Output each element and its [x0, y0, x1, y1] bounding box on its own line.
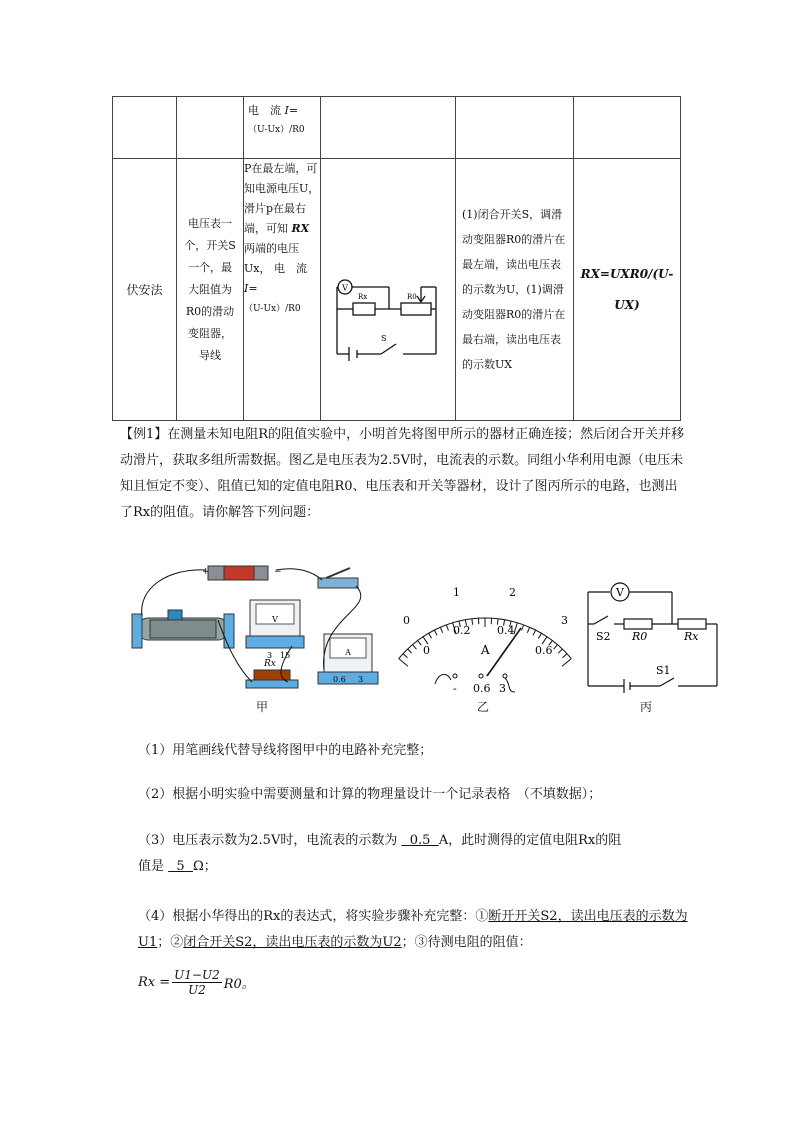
- steps-text: (1)闭合开关S，调滑动变阻器R0的滑片在最左端，读出电压表的示数为U，(1)调滑动变阻器R0的滑片在最右端，读出电压表的示数UX: [462, 208, 566, 371]
- table-row: [113, 97, 681, 159]
- figure-yi: [395, 580, 575, 700]
- dial-tick: [554, 645, 558, 650]
- dial-tick: [558, 649, 562, 653]
- current-var: I=: [284, 104, 299, 117]
- dial-tick: [413, 645, 417, 650]
- svg-text:−: −: [274, 567, 282, 577]
- dial-tick: [533, 630, 536, 635]
- meter-bottom-0: 0: [423, 644, 430, 657]
- r0-label: R0: [407, 293, 417, 301]
- answer-step-1: 断开开关S2，读出电压表的示数为U1: [138, 909, 688, 950]
- table-cell: [177, 97, 244, 159]
- dial-tick: [538, 633, 541, 638]
- ammeter-term-3: 3: [358, 675, 364, 684]
- dial-tick: [563, 654, 567, 658]
- example-label: 【例1】: [120, 427, 168, 442]
- meter-top-1: 1: [453, 586, 460, 599]
- bing-rx-label: Rx: [684, 630, 699, 643]
- answer-step-2: 闭合开关S2，读出电压表的示数为U2: [183, 935, 402, 950]
- equipment-text: 电压表一个，开关S一个，最大阻值为R0的滑动变阻器，导线: [184, 216, 236, 362]
- dial-tick: [429, 633, 432, 638]
- question-4: [138, 904, 688, 956]
- method-table: [112, 96, 681, 421]
- meter-unit: A: [481, 643, 490, 657]
- dial-tick: [403, 654, 407, 658]
- principle-formula: （U-Ux）/R0: [244, 304, 301, 314]
- principle-text: P在最左端，可知电源电压U，滑片p在最右端，可知: [244, 162, 320, 235]
- meter-top-0: 0: [403, 614, 410, 627]
- meter-bottom-04: 0.4: [497, 624, 515, 637]
- question-3-text: （3）电压表示数为2.5V时，电流表的示数为: [138, 833, 398, 848]
- answer-resistance: [168, 859, 193, 874]
- r0-resistor-shape: [401, 303, 431, 315]
- svg-text:Rx: Rx: [264, 659, 276, 669]
- dial-tick: [562, 659, 571, 667]
- voltmeter-term-15: 15: [280, 651, 291, 660]
- voltmeter-term-3: 3: [267, 651, 273, 660]
- dial-tick: [408, 649, 412, 653]
- figure-bing: [580, 578, 725, 693]
- question-3-text-2: A，此时测得的定值电阻Rx的阻: [438, 833, 622, 848]
- bing-s1-label: S1: [656, 664, 671, 677]
- formula-tail: R0。: [223, 976, 255, 992]
- bing-voltmeter-label: V: [616, 586, 624, 599]
- dial-tick: [440, 627, 442, 633]
- question-3-text-3: 值是: [138, 859, 165, 874]
- svg-text:A: A: [345, 648, 351, 657]
- dial-tick: [434, 630, 437, 635]
- dial-tick: [527, 627, 529, 633]
- table-cell: [321, 97, 456, 159]
- circuit-cell: [321, 159, 456, 421]
- table-cell: [244, 97, 321, 159]
- answer-current: [401, 833, 438, 848]
- figure-yi-caption: 乙: [477, 700, 490, 714]
- figure-bing-caption: 丙: [640, 700, 653, 714]
- meter-bottom-02: 0.2: [453, 624, 471, 637]
- figure-jia: [128, 558, 388, 708]
- question-4-text-2: ；②: [157, 935, 184, 950]
- bing-s2-label: S2: [596, 630, 611, 643]
- question-4-text-3: ；③待测电阻的阻值：: [401, 935, 532, 950]
- voltmeter-label: V: [342, 283, 348, 293]
- principle-text-3: 电 流: [273, 262, 307, 275]
- steps-cell: [456, 159, 574, 421]
- example-text: 在测量未知电阻R的阻值实验中，小明首先将图甲所示的器材正确连接；然后闭合开关并移动滑片，获取多组所需数据。图乙是电压表为2.5V时，电流表的示数。同组小华利用电源（电压未知且恒定不变）、阻值已知的定值电阻R0、电压表和开关等器材，设计了图丙所示的电路，也测出了Rx的阻值。请你解答下列问题：: [120, 427, 685, 520]
- bing-r0-label: R0: [632, 630, 648, 643]
- dial-tick: [418, 641, 422, 646]
- answer-current-value: 0.5: [409, 833, 431, 848]
- rx-label: Rx: [358, 293, 368, 301]
- dial-tick: [522, 625, 524, 631]
- equipment-cell: [177, 159, 244, 421]
- dial-tick: [399, 659, 408, 667]
- meter-term-06: 0.6: [473, 682, 491, 695]
- dial-tick: [472, 619, 473, 625]
- dial-tick: [446, 625, 448, 631]
- ammeter-term-06: 0.6: [333, 675, 346, 684]
- method-cell: 伏安法: [113, 159, 177, 421]
- current-formula: （U-Ux）/R0: [248, 125, 305, 135]
- question-1: （1）用笔画线代替导线将图甲中的电路补充完整；: [138, 743, 433, 758]
- formula-numerator: U1−U2: [174, 967, 220, 982]
- meter-term-neg: -: [453, 682, 457, 695]
- table-cell: [113, 97, 177, 159]
- current-text: 电 流: [248, 104, 281, 117]
- rx-resistor-shape: [353, 303, 375, 315]
- switch-label: S: [381, 334, 387, 343]
- principle-rx: RX: [291, 222, 310, 235]
- svg-text:V: V: [272, 615, 278, 624]
- principle-var: I=: [244, 282, 258, 295]
- question-3-text-4: Ω；: [192, 859, 217, 874]
- table-cell: [574, 97, 681, 159]
- principle-cell: [244, 159, 321, 421]
- question-2: （2）根据小明实验中需要测量和计算的物理量设计一个记录表格 （不填数据）；: [138, 787, 602, 802]
- meter-top-3: 3: [561, 614, 568, 627]
- table-row: [113, 159, 681, 421]
- svg-text:+: +: [202, 567, 210, 577]
- answer-resistance-value: 5: [176, 859, 185, 874]
- figure-jia-caption: 甲: [256, 700, 269, 714]
- table-cell: [456, 97, 574, 159]
- formula-fraction: [172, 968, 222, 997]
- meter-term-3: 3: [499, 682, 506, 695]
- formula-cell: [574, 159, 681, 421]
- question-4-text: （4）根据小华得出的Rx的表达式，将实验步骤补充完整：①: [138, 909, 489, 924]
- principle-text-2: 两端的电压Ux，: [244, 242, 299, 275]
- circuit-diagram: [321, 159, 456, 417]
- formula-block: [138, 962, 255, 1002]
- question-3: [138, 828, 688, 880]
- meter-bottom-06: 0.6: [535, 644, 553, 657]
- example-paragraph: [120, 422, 685, 526]
- meter-top-2: 2: [509, 586, 516, 599]
- formula-lhs: Rx =: [138, 974, 171, 990]
- formula-denominator: U2: [188, 982, 206, 997]
- formula-text: RX=UXR0/(U-UX): [580, 266, 674, 312]
